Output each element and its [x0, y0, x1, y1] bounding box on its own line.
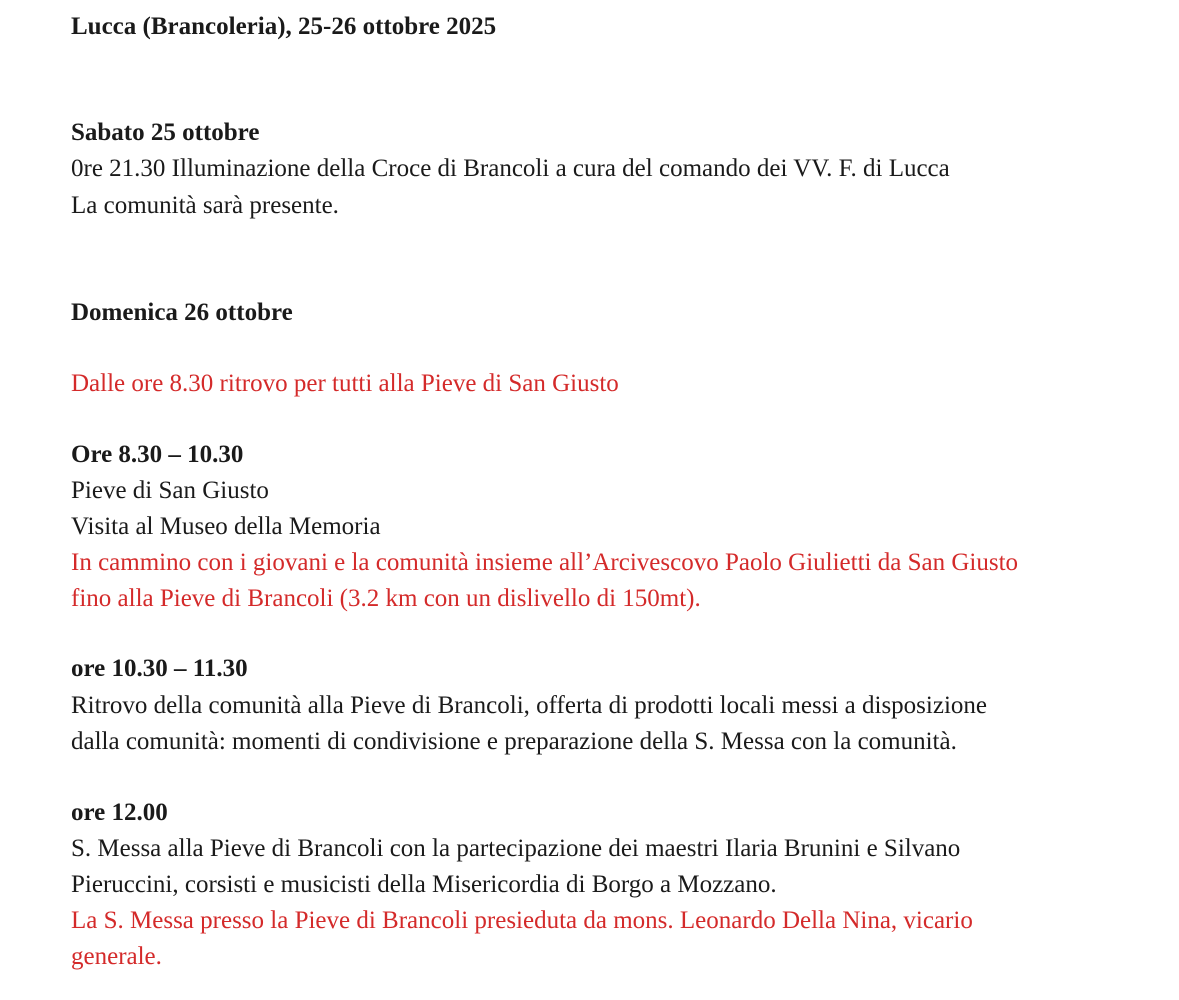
block-3-time: ore 12.00 — [71, 799, 168, 826]
block-3-line-2: Pieruccini, corsisti e musicisti della Misericordia di Borgo a Mozzano. — [71, 871, 777, 898]
block-2-line-2: dalla comunità: momenti di condivisione e preparazione della S. Messa con la comunità. — [71, 728, 957, 755]
block-1-time: Ore 8.30 – 10.30 — [71, 441, 244, 468]
saturday-line-2: La comunità sarà presente. — [71, 192, 339, 219]
sunday-meeting-note: Dalle ore 8.30 ritrovo per tutti alla Pieve di San Giusto — [71, 370, 619, 397]
saturday-heading: Sabato 25 ottobre — [71, 119, 260, 146]
event-location-dates: Lucca (Brancoleria), 25-26 ottobre 2025 — [71, 13, 497, 40]
block-3-red-line-1: La S. Messa presso la Pieve di Brancoli presieduta da mons. Leonardo Della Nina, vicario — [71, 907, 973, 934]
block-1-red-line-2: fino alla Pieve di Brancoli (3.2 km con un dislivello di 150mt). — [71, 585, 701, 612]
sunday-heading: Domenica 26 ottobre — [71, 299, 293, 326]
block-2-line-1: Ritrovo della comunità alla Pieve di Brancoli, offerta di prodotti locali messi a disposizione — [71, 692, 987, 719]
block-3-line-1: S. Messa alla Pieve di Brancoli con la partecipazione dei maestri Ilaria Brunini e Silvano — [71, 835, 961, 862]
block-1-line-2: Visita al Museo della Memoria — [71, 513, 381, 540]
block-1-red-line-1: In cammino con i giovani e la comunità insieme all’Arcivescovo Paolo Giulietti da San Giusto — [71, 549, 1019, 576]
saturday-line-1: 0re 21.30 Illuminazione della Croce di Brancoli a cura del comando dei VV. F. di Lucca — [71, 155, 950, 182]
block-1-line-1: Pieve di San Giusto — [71, 477, 269, 504]
block-2-time: ore 10.30 – 11.30 — [71, 655, 248, 682]
block-3-red-line-2: generale. — [71, 943, 162, 970]
